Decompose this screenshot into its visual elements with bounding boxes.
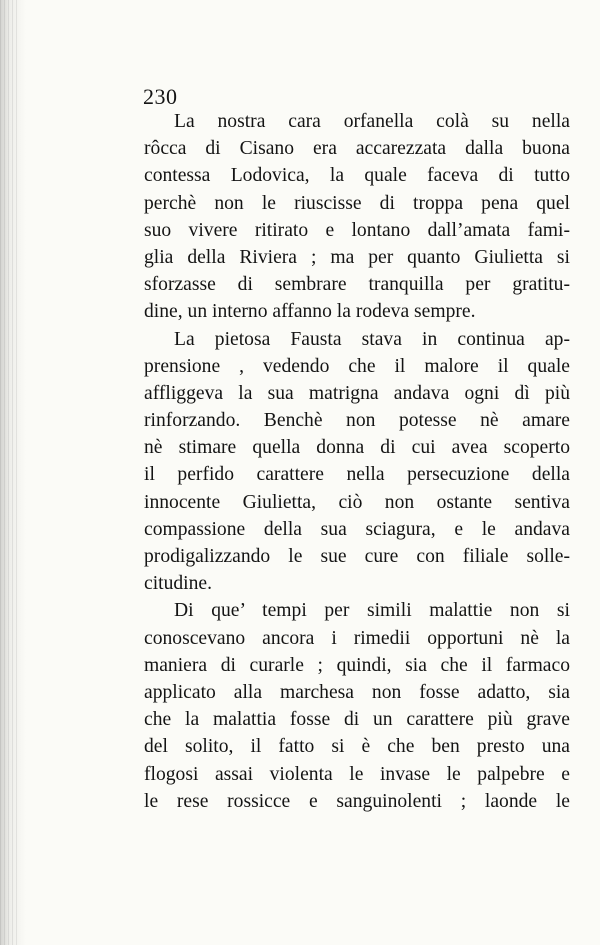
text-line: sforzasse di sembrare tranquilla per gratitu- — [144, 274, 570, 296]
text-line: contessa Lodovica, la quale faceva di tutto — [144, 165, 570, 187]
body-text — [144, 108, 570, 815]
paragraph — [144, 597, 570, 815]
text-line: rôcca di Cisano era accarezzata dalla buona — [144, 138, 570, 160]
text-line: il perfido carattere nella persecuzione della — [144, 464, 570, 486]
text-line: applicato alla marchesa non fosse adatto, sia — [144, 681, 570, 703]
text-line: nè stimare quella donna di cui avea scoperto — [144, 437, 570, 459]
text-line: maniera di curarle ; quindi, sia che il farmaco — [144, 654, 570, 676]
text-line: prodigalizzando le sue cure con filiale solle- — [144, 546, 570, 567]
text-line: suo vivere ritirato e lontano dall’amata fami- — [144, 219, 570, 241]
text-line: del solito, il fatto si è che ben presto una — [144, 736, 570, 758]
text-line: citudine. — [144, 573, 213, 595]
paragraph — [144, 326, 570, 598]
text-line: Di que’ tempi per simili malattie non si — [174, 600, 570, 622]
page-number: 230 — [143, 84, 178, 109]
text-line: La nostra cara orfanella colà su nella — [174, 111, 570, 132]
text-line: dine, un interno affanno la rodeva sempre. — [144, 301, 476, 323]
text-line: glia della Riviera ; ma per quanto Giulietta si — [144, 246, 570, 268]
text-line: prensione , vedendo che il malore il quale — [144, 355, 570, 377]
text-line: affliggeva la sua matrigna andava ogni dì più — [144, 382, 570, 404]
page-binding-edge — [0, 0, 20, 945]
text-line: innocente Giulietta, ciò non ostante sentiva — [144, 491, 570, 513]
text-line: compassione della sua sciagura, e le andava — [144, 518, 570, 540]
text-line: che la malattia fosse di un carattere più grave — [144, 709, 570, 731]
text-line: La pietosa Fausta stava in continua ap- — [174, 328, 570, 350]
text-line: flogosi assai violenta le invase le palpebre e — [144, 763, 570, 785]
text-line: conoscevano ancora i rimedii opportuni nè la — [144, 627, 570, 649]
text-line: perchè non le riuscisse di troppa pena quel — [144, 192, 570, 214]
paragraph — [144, 108, 570, 326]
text-line: le rese rossicce e sanguinolenti ; laonde le — [144, 790, 570, 812]
text-line: rinforzando. Benchè non potesse nè amare — [144, 410, 570, 432]
